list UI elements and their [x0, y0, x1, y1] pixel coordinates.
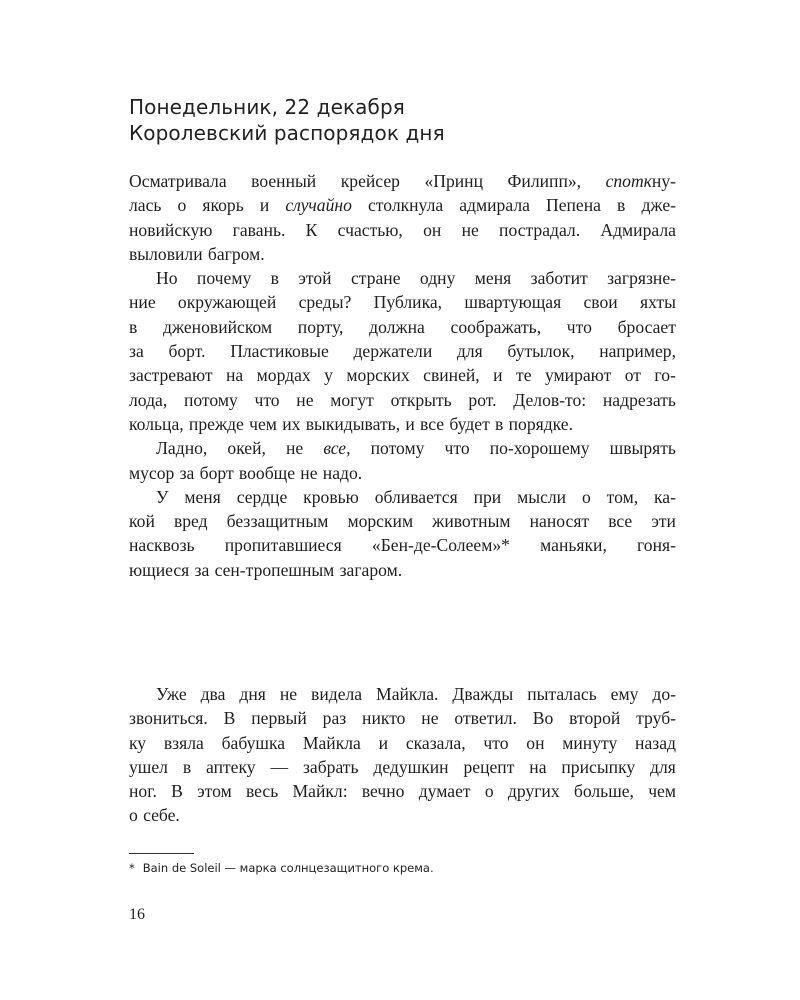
- footnote-text: Bain de Soleil — марка солнцезащитного крема.: [142, 861, 434, 875]
- text-line: ние окружающей среды? Публика, швартующая свои яхты: [129, 292, 676, 313]
- text-line: Осматривала военный крейсер «Принц Филипп», споткну-: [129, 171, 676, 191]
- text-line: за борт. Пластиковые держатели для бутылок, например,: [129, 341, 676, 362]
- text-line: насквозь пропитавшиеся «Бен-де-Солеем»* маньяки, гоня-: [129, 535, 676, 556]
- text-line: кольца, прежде чем их выкидывать, и все будет в порядке.: [129, 413, 573, 434]
- second-entry-text: [129, 682, 676, 828]
- text-line: кой вред беззащитным морским животным наносят все эти: [129, 511, 676, 532]
- footnote-asterisk: *: [129, 861, 135, 875]
- text-line: мусор за борт вообще не надо.: [129, 462, 363, 483]
- entry-subtitle: Королевский распорядок дня: [129, 121, 445, 145]
- text-line: в дженовийском порту, должна соображать, что бросает: [129, 316, 676, 337]
- chapter-heading: [129, 94, 689, 146]
- text-line: ющиеся за сен-тропешным загаром.: [129, 559, 403, 580]
- paragraph-start-line: Но почему в этой стране одну меня заботит загрязне-: [156, 268, 676, 289]
- diary-entry-text: [129, 169, 676, 582]
- text-line: новийскую гавань. К счастью, он не пострадал. Адмирала: [129, 219, 676, 240]
- text-line: звониться. В первый раз никто не ответил. Во второй труб-: [129, 708, 676, 729]
- text-line: ку взяла бабушка Майкла и сказала, что он минуту назад: [129, 732, 676, 753]
- entry-date: Понедельник, 22 декабря: [129, 95, 405, 119]
- text-line: лась о якорь и случайно столкнула адмирала Пепена в дже-: [129, 195, 676, 216]
- page-number: 16: [129, 906, 145, 923]
- footnote-divider: [129, 853, 194, 854]
- paragraph-start-line: Ладно, окей, не все, потому что по-хорошему швырять: [156, 438, 676, 459]
- paragraph-start-line: У меня сердце кровью обливается при мысли о том, ка-: [156, 486, 676, 507]
- text-line: ушел в аптеку — забрать дедушкин рецепт на присыпку для: [129, 756, 676, 777]
- text-line: ног. В этом весь Майкл: вечно думает о других больше, чем: [129, 781, 676, 802]
- text-line: о себе.: [129, 805, 180, 826]
- text-line: застревают на мордах у морских свиней, и те умирают от го-: [129, 365, 676, 386]
- text-line: лода, потому что не могут открыть рот. Делов-то: надрезать: [129, 389, 676, 410]
- footnote: [129, 860, 434, 876]
- paragraph-start-line: Уже два дня не видела Майкла. Дважды пыталась ему до-: [156, 684, 676, 704]
- text-line: выловили багром.: [129, 243, 265, 264]
